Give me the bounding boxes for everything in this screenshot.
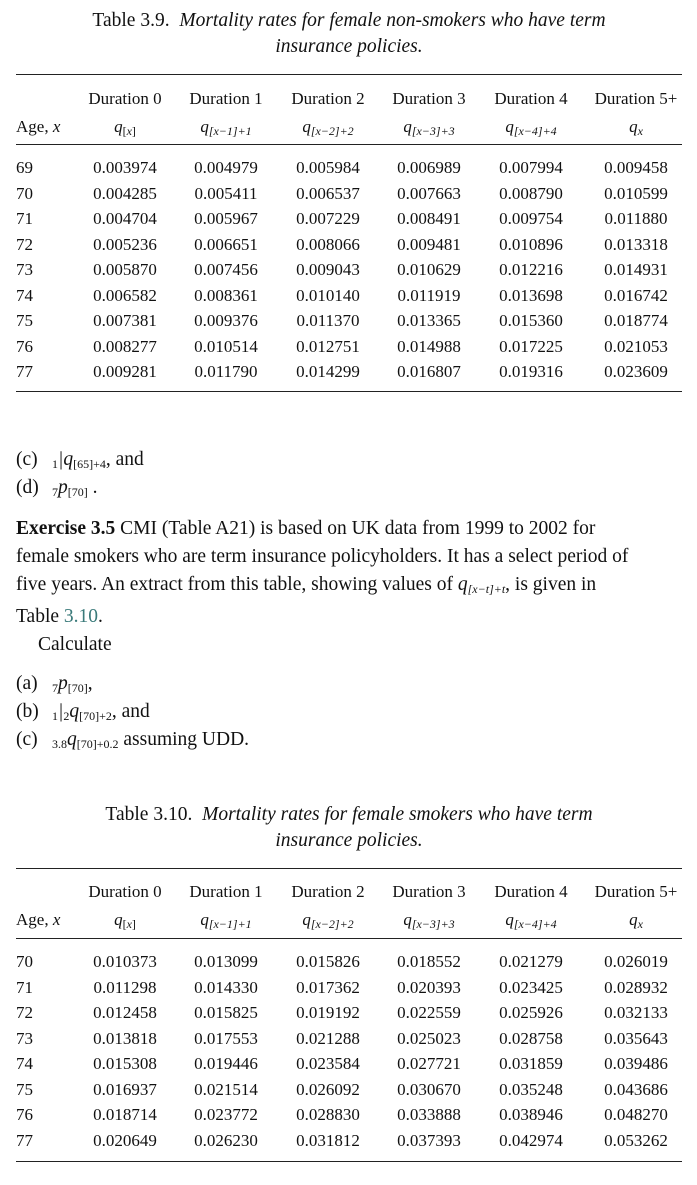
table-row (16, 359, 682, 385)
table-3-10-caption (16, 802, 682, 854)
caption-title-line2: insurance policies. (275, 830, 423, 851)
rate-cell: 0.008066 (296, 234, 360, 254)
rate-cell: 0.004979 (194, 158, 258, 177)
table-header-rule (16, 938, 682, 939)
age-column-header: Age, x (16, 910, 61, 929)
exercise-text-4-post: . (98, 606, 103, 627)
caption-title: Mortality rates for female non-smokers who have term (179, 10, 606, 31)
part-c (16, 726, 249, 758)
rate-cell: 0.013365 (397, 311, 461, 330)
part-tail: , and (111, 701, 150, 722)
rate-cell: 0.021053 (604, 336, 668, 356)
age-cell: 73 (16, 1028, 33, 1048)
rate-cell: 0.011790 (194, 362, 258, 381)
age-cell: 74 (16, 285, 33, 305)
age-cell: 70 (16, 183, 33, 203)
rate-cell: 0.021288 (296, 1028, 360, 1048)
rate-cell: 0.013818 (93, 1028, 157, 1048)
rate-cell: 0.018552 (397, 952, 461, 971)
rate-cell: 0.023584 (296, 1054, 360, 1073)
exercise-text-3-tail: , is given in (505, 574, 597, 595)
part-tail: . (92, 477, 98, 498)
table-row (16, 1051, 682, 1077)
part-marker: (c) (16, 449, 38, 470)
part-marker: (b) (16, 701, 39, 722)
exercise-line-1 (16, 515, 682, 543)
caption-label: Table 3.9. (92, 10, 170, 31)
rate-cell: 0.032133 (604, 1003, 668, 1022)
rate-cell: 0.004285 (93, 183, 157, 203)
rate-cell: 0.006582 (93, 285, 157, 305)
rate-cell: 0.015308 (93, 1054, 157, 1073)
rate-cell: 0.013698 (499, 285, 563, 305)
duration-header: Duration 4 (494, 882, 568, 901)
exercise-label: Exercise 3.5 (16, 518, 116, 539)
duration-header: Duration 0 (88, 89, 162, 108)
rate-cell: 0.015825 (194, 1003, 258, 1022)
rate-cell: 0.033888 (397, 1105, 461, 1124)
rate-cell: 0.048270 (604, 1105, 668, 1124)
math-q-x-t-t: q[x−t]+t (457, 574, 506, 596)
duration-header: Duration 1 (189, 882, 263, 901)
part-tail: , and (105, 449, 144, 470)
duration-symbol: q[x−3]+3 (403, 117, 455, 138)
rate-cell: 0.028758 (499, 1028, 563, 1048)
rate-cell: 0.035248 (499, 1079, 563, 1099)
table-row (16, 308, 682, 334)
duration-symbol: q[x−4]+4 (505, 117, 557, 138)
duration-symbol: q[x−2]+2 (302, 910, 354, 931)
caption-title-line2: insurance policies. (275, 36, 423, 57)
rate-cell: 0.014931 (604, 260, 668, 279)
table-bottom-rule (16, 391, 682, 392)
rate-cell: 0.006989 (397, 158, 461, 177)
rate-cell: 0.005967 (194, 209, 258, 228)
math-7p-70b: $_7p_{[70]}$ (52, 673, 88, 695)
rate-cell: 0.012458 (93, 1003, 157, 1022)
rate-cell: 0.013099 (194, 952, 258, 971)
table-row (16, 232, 682, 258)
rate-cell: 0.006537 (296, 183, 360, 203)
rate-cell: 0.025023 (397, 1028, 461, 1048)
age-cell: 76 (16, 336, 33, 356)
exercise-text-4: Table (16, 606, 60, 627)
rate-cell: 0.010373 (93, 952, 157, 971)
rate-cell: 0.009458 (604, 158, 668, 177)
rate-cell: 0.023425 (499, 977, 563, 997)
age-column-header: Age, x (16, 117, 61, 136)
age-cell: 69 (16, 158, 33, 177)
age-cell: 70 (16, 952, 33, 971)
rate-cell: 0.011880 (604, 209, 668, 228)
rate-cell: 0.015826 (296, 952, 360, 971)
age-cell: 72 (16, 234, 33, 254)
rate-cell: 0.005411 (194, 183, 258, 203)
rate-cell: 0.017362 (296, 977, 360, 997)
table-top-rule (16, 74, 682, 75)
rate-cell: 0.010896 (499, 234, 563, 254)
duration-symbol: q[x−3]+3 (403, 910, 455, 931)
exercise-line-4 (16, 603, 682, 631)
exercise-text-3: five years. An extract from this table, showing values of (16, 574, 454, 595)
part-marker: (c) (16, 729, 38, 750)
table-row (16, 206, 682, 232)
rate-cell: 0.008277 (93, 336, 157, 356)
rate-cell: 0.039486 (604, 1054, 668, 1073)
rate-cell: 0.019446 (194, 1054, 258, 1073)
rate-cell: 0.010599 (604, 183, 668, 203)
rate-cell: 0.013318 (604, 234, 668, 254)
age-cell: 74 (16, 1054, 33, 1073)
rate-cell: 0.011919 (397, 285, 461, 305)
part-d-prev (16, 474, 98, 506)
rate-cell: 0.014988 (397, 336, 461, 356)
rate-cell: 0.010629 (397, 260, 461, 279)
rate-cell: 0.016807 (397, 362, 461, 381)
duration-symbol: q[x−4]+4 (505, 910, 557, 931)
rate-cell: 0.020393 (397, 977, 461, 997)
rate-cell: 0.007456 (194, 260, 258, 279)
rate-cell: 0.016937 (93, 1079, 157, 1099)
part-tail: assuming UDD. (118, 729, 250, 750)
rate-cell: 0.007663 (397, 183, 461, 203)
duration-header: Duration 5+ (594, 882, 678, 901)
rate-cell: 0.020649 (93, 1130, 157, 1150)
part-tail: , (87, 673, 93, 694)
rate-cell: 0.026019 (604, 952, 668, 971)
math-1-q-65-4: $_1|q_{[65]+4}$ (52, 449, 106, 471)
rate-cell: 0.023609 (604, 362, 668, 381)
rate-cell: 0.008790 (499, 183, 563, 203)
caption-title: Mortality rates for female smokers who have term (202, 804, 593, 825)
age-cell: 71 (16, 977, 33, 997)
table-row (16, 181, 682, 207)
rate-cell: 0.043686 (604, 1079, 668, 1099)
duration-symbol: qx (629, 910, 643, 931)
rate-cell: 0.011370 (296, 311, 360, 330)
duration-header: Duration 1 (189, 89, 263, 108)
rate-cell: 0.012751 (296, 336, 360, 356)
table-row (16, 1128, 682, 1154)
age-cell: 77 (16, 1130, 33, 1150)
age-cell: 71 (16, 209, 33, 228)
rate-cell: 0.005870 (93, 260, 157, 279)
rate-cell: 0.026230 (194, 1130, 258, 1150)
duration-header: Duration 0 (88, 882, 162, 901)
rate-cell: 0.009281 (93, 362, 157, 381)
table-row (16, 334, 682, 360)
rate-cell: 0.053262 (604, 1130, 668, 1150)
rate-cell: 0.018714 (93, 1105, 157, 1124)
rate-cell: 0.023772 (194, 1105, 258, 1124)
duration-header: Duration 2 (291, 89, 365, 108)
rate-cell: 0.011298 (93, 977, 157, 997)
rate-cell: 0.003974 (93, 158, 157, 177)
rate-cell: 0.035643 (604, 1028, 668, 1048)
caption-label: Table 3.10. (105, 804, 193, 825)
math-7p-70: $_7p_{[70]}$ (52, 477, 88, 499)
table-3-9-caption (16, 8, 682, 60)
rate-cell: 0.042974 (499, 1130, 563, 1150)
rate-cell: 0.009754 (499, 209, 563, 228)
rate-cell: 0.025926 (499, 1003, 563, 1022)
age-cell: 72 (16, 1003, 33, 1022)
rate-cell: 0.007229 (296, 209, 360, 228)
rate-cell: 0.009481 (397, 234, 461, 254)
table-row (16, 1026, 682, 1052)
rate-cell: 0.010514 (194, 336, 258, 356)
rate-cell: 0.014330 (194, 977, 258, 997)
rate-cell: 0.007994 (499, 158, 563, 177)
duration-header: Duration 3 (392, 89, 466, 108)
duration-header: Duration 2 (291, 882, 365, 901)
rate-cell: 0.028932 (604, 977, 668, 997)
rate-cell: 0.015360 (499, 311, 563, 330)
rate-cell: 0.008491 (397, 209, 461, 228)
table-row (16, 283, 682, 309)
duration-symbol: q[x−1]+1 (200, 910, 252, 931)
table-bottom-rule (16, 1161, 682, 1162)
duration-symbol: qx (629, 117, 643, 138)
duration-header: Duration 3 (392, 882, 466, 901)
table-row (16, 1000, 682, 1026)
table-row (16, 1102, 682, 1128)
rate-cell: 0.028830 (296, 1105, 360, 1124)
rate-cell: 0.037393 (397, 1130, 461, 1150)
duration-symbol: q[x−1]+1 (200, 117, 252, 138)
math-3-8q-70-0-2: $_{3.8}q_{[70]+0.2}$ (52, 729, 119, 751)
rate-cell: 0.038946 (499, 1105, 563, 1124)
math-1-2q-70-2: $_1|_2q_{[70]+2}$ (52, 701, 112, 723)
rate-cell: 0.009376 (194, 311, 258, 330)
part-marker: (a) (16, 673, 38, 694)
rate-cell: 0.018774 (604, 311, 668, 330)
rate-cell: 0.031859 (499, 1054, 563, 1073)
rate-cell: 0.012216 (499, 260, 563, 279)
table-row (16, 257, 682, 283)
part-marker: (d) (16, 477, 39, 498)
rate-cell: 0.004704 (93, 209, 157, 228)
rate-cell: 0.014299 (296, 362, 360, 381)
age-cell: 75 (16, 1079, 33, 1099)
rate-cell: 0.007381 (93, 311, 157, 330)
rate-cell: 0.017553 (194, 1028, 258, 1048)
age-cell: 77 (16, 362, 33, 381)
age-cell: 73 (16, 260, 33, 279)
table-top-rule (16, 868, 682, 869)
rate-cell: 0.009043 (296, 260, 360, 279)
table-row (16, 975, 682, 1001)
exercise-line-2: female smokers who are term insurance policyholders. It has a select period of (16, 546, 629, 567)
rate-cell: 0.010140 (296, 285, 360, 305)
duration-symbol: $q_[x_]$ (114, 910, 136, 931)
rate-cell: 0.019192 (296, 1003, 360, 1022)
rate-cell: 0.017225 (499, 336, 563, 356)
duration-symbol: q[x−2]+2 (302, 117, 354, 138)
rate-cell: 0.021279 (499, 952, 563, 971)
table-row (16, 1077, 682, 1103)
rate-cell: 0.030670 (397, 1079, 461, 1099)
rate-cell: 0.005984 (296, 158, 360, 177)
rate-cell: 0.027721 (397, 1054, 461, 1073)
rate-cell: 0.006651 (194, 234, 258, 254)
duration-symbol: $q_[x_]$ (114, 117, 136, 138)
rate-cell: 0.016742 (604, 285, 668, 305)
rate-cell: 0.026092 (296, 1079, 360, 1099)
exercise-3-5 (16, 515, 682, 659)
table-row (16, 949, 682, 975)
rate-cell: 0.008361 (194, 285, 258, 305)
duration-header: Duration 4 (494, 89, 568, 108)
exercise-line-3 (16, 571, 682, 603)
age-cell: 76 (16, 1105, 33, 1124)
rate-cell: 0.019316 (499, 362, 563, 381)
table-ref-link[interactable]: 3.10 (63, 606, 99, 627)
table-header-rule (16, 144, 682, 145)
rate-cell: 0.005236 (93, 234, 157, 254)
rate-cell: 0.021514 (194, 1079, 258, 1099)
calculate-label: Calculate (38, 634, 112, 655)
table-row (16, 155, 682, 181)
exercise-text-1: CMI (Table A21) is based on UK data from 1999 to 2002 for (120, 518, 596, 539)
rate-cell: 0.031812 (296, 1130, 360, 1150)
duration-header: Duration 5+ (594, 89, 678, 108)
age-cell: 75 (16, 311, 33, 330)
rate-cell: 0.022559 (397, 1003, 461, 1022)
